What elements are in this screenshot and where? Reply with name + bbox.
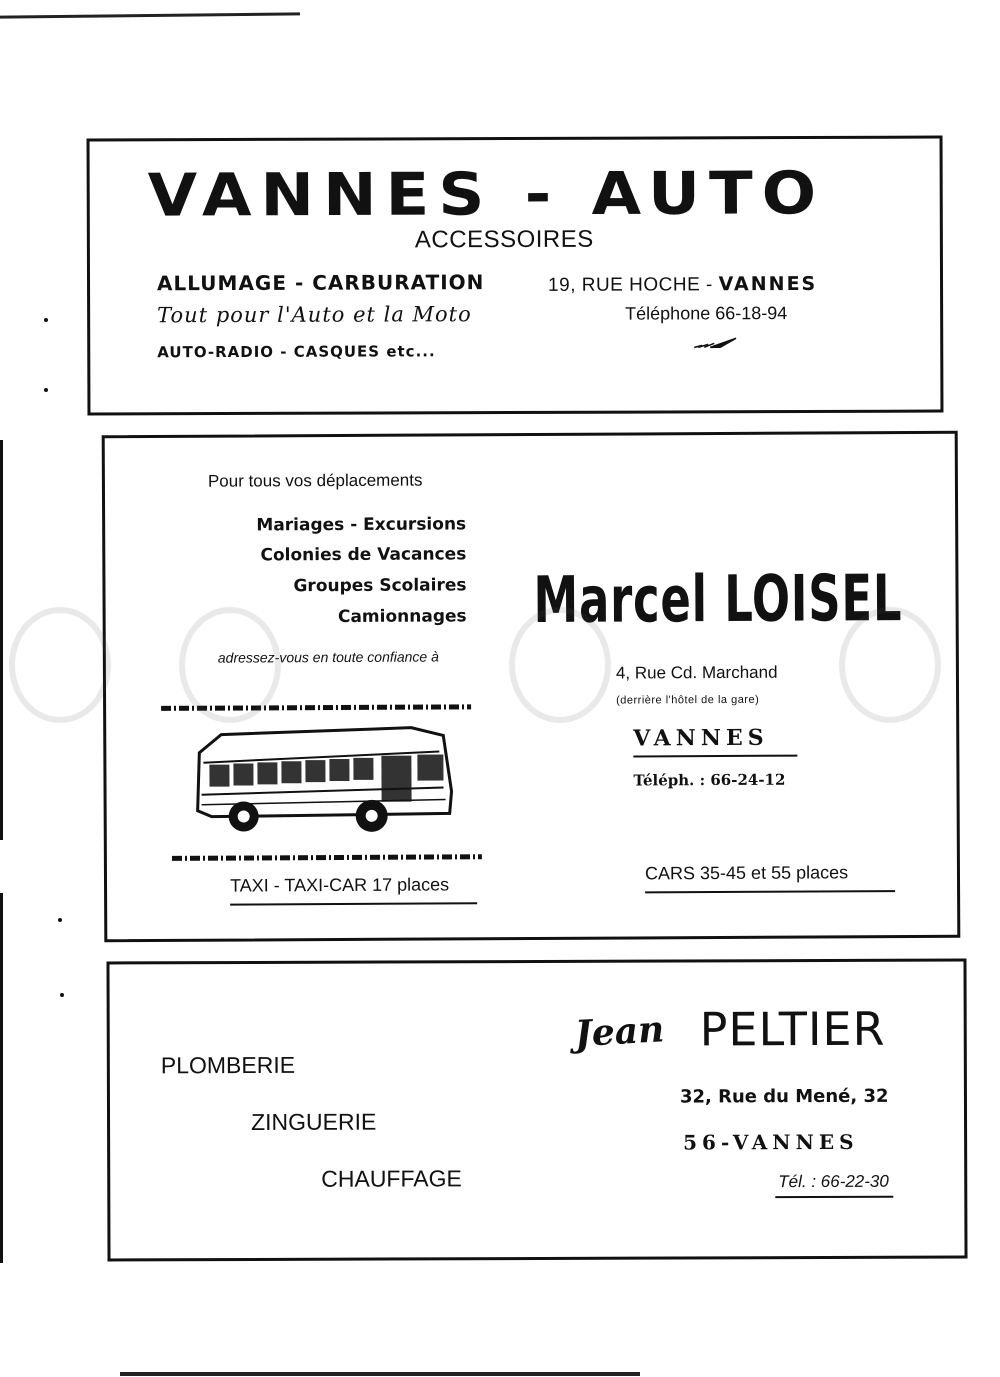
scan-dot	[60, 993, 64, 997]
bus-icon	[181, 721, 467, 842]
city: 56-VANNES	[683, 1129, 859, 1155]
scan-dot	[44, 318, 48, 322]
phone: Téléphone 66-18-94	[625, 303, 788, 324]
ad-title: VANNES - AUTO	[147, 159, 826, 231]
scan-left-edge	[0, 440, 3, 840]
phone: Tél. : 66-22-30	[778, 1171, 889, 1192]
dashed-divider	[172, 854, 482, 861]
scan-edge-bottom	[120, 1372, 640, 1376]
underline	[633, 755, 797, 758]
service-item: Groupes Scolaires	[293, 575, 467, 597]
ad-marcel-loisel	[102, 431, 961, 942]
ad-jean-peltier	[106, 958, 967, 1261]
advice-line: adressez-vous en toute confiance à	[217, 648, 439, 666]
ad-vannes-auto	[87, 136, 944, 416]
arrow-icon	[692, 335, 736, 349]
address: 4, Rue Cd. Marchand	[615, 662, 778, 683]
scan-edge-top	[0, 12, 300, 18]
ad-intro: Pour tous vos déplacements	[207, 470, 423, 491]
taxi-line: TAXI - TAXI-CAR 17 places	[229, 874, 450, 896]
address-note: (derrière l'hôtel de la gare)	[616, 693, 760, 707]
address	[548, 273, 817, 297]
underline	[230, 902, 477, 905]
underline	[645, 890, 895, 893]
service-item: ZINGUERIE	[250, 1108, 377, 1135]
scan-dot	[44, 388, 48, 392]
scan-left-edge-lower	[0, 893, 3, 1263]
city: VANNES	[633, 724, 769, 752]
address-city: VANNES	[718, 272, 818, 296]
cars-line: CARS 35-45 et 55 places	[644, 862, 849, 884]
scan-dot	[58, 918, 62, 922]
service-line-2: AUTO-RADIO - CASQUES etc...	[157, 342, 436, 362]
service-item: Mariages - Excursions	[256, 514, 467, 536]
underline	[775, 1196, 893, 1198]
service-line: ALLUMAGE - CARBURATION	[156, 270, 485, 296]
address-street: 19, RUE HOCHE -	[547, 274, 719, 296]
service-item: CHAUFFAGE	[321, 1165, 462, 1192]
slogan: Tout pour l'Auto et la Moto	[157, 302, 472, 328]
company-name: Marcel LOISEL	[533, 562, 903, 638]
service-item: Camionnages	[337, 606, 467, 628]
address: 32, Rue du Mené, 32	[679, 1085, 889, 1108]
dashed-divider	[161, 704, 471, 711]
first-name: Jean	[573, 1008, 666, 1056]
service-item: Colonies de Vacances	[260, 544, 467, 566]
service-item: PLOMBERIE	[160, 1051, 296, 1079]
phone: Téléph. : 66-24-12	[633, 770, 786, 790]
last-name: PELTIER	[699, 1001, 886, 1057]
ad-subtitle: ACCESSOIRES	[414, 225, 594, 254]
